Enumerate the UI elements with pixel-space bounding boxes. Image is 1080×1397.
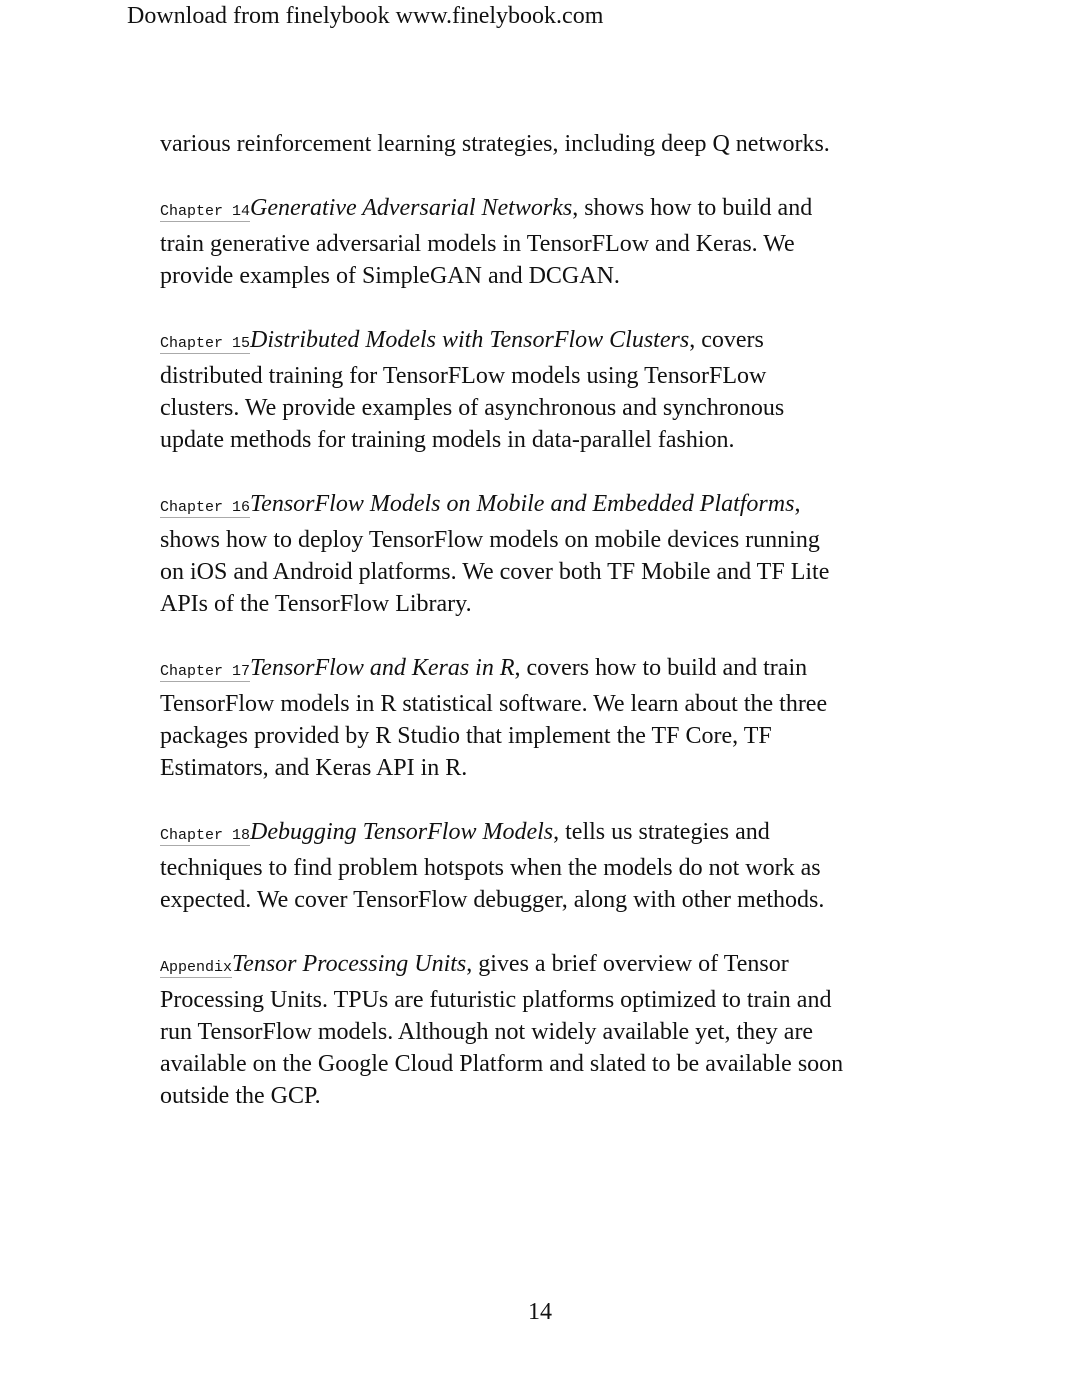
text-line: techniques to find problem hotspots when the models do not work as bbox=[160, 855, 821, 881]
text-line bbox=[160, 816, 940, 852]
text: , gives a brief overview of Tensor bbox=[466, 951, 789, 977]
text-line: packages provided by R Studio that implement the TF Core, TF bbox=[160, 723, 772, 749]
text-line bbox=[160, 324, 940, 360]
text-line bbox=[160, 192, 940, 228]
chapter-title: Distributed Models with TensorFlow Clusters bbox=[250, 327, 690, 353]
download-header: Download from finelybook www.finelybook.com bbox=[127, 3, 604, 29]
chapter-title: Tensor Processing Units bbox=[232, 951, 467, 977]
text-line: clusters. We provide examples of asynchronous and synchronous bbox=[160, 395, 785, 421]
text: , shows how to build and bbox=[572, 195, 813, 221]
text-line: outside the GCP. bbox=[160, 1083, 321, 1109]
text-line: on iOS and Android platforms. We cover both TF Mobile and TF Lite bbox=[160, 559, 830, 585]
text-line: various reinforcement learning strategies, including deep Q networks. bbox=[160, 131, 830, 157]
chapter-link[interactable]: Chapter 16 bbox=[160, 499, 251, 516]
chapter-link[interactable]: Appendix bbox=[160, 959, 233, 976]
text: , covers how to build and train bbox=[514, 655, 808, 681]
text-line: available on the Google Cloud Platform and slated to be available soon bbox=[160, 1051, 844, 1077]
text-line: run TensorFlow models. Although not widely available yet, they are bbox=[160, 1019, 814, 1045]
text-line bbox=[160, 948, 940, 984]
chapter-title: TensorFlow and Keras in R bbox=[250, 655, 515, 681]
chapter-link[interactable]: Chapter 14 bbox=[160, 203, 251, 220]
text-line: train generative adversarial models in TensorFLow and Keras. We bbox=[160, 231, 795, 257]
page-number: 14 bbox=[528, 1299, 552, 1325]
chapter-paragraph bbox=[160, 192, 940, 292]
chapter-paragraph bbox=[160, 488, 940, 620]
page-body bbox=[160, 128, 940, 1144]
chapter-paragraph bbox=[160, 324, 940, 456]
text: , covers bbox=[689, 327, 764, 353]
chapter-link[interactable]: Chapter 18 bbox=[160, 827, 251, 844]
text-line: expected. We cover TensorFlow debugger, along with other methods. bbox=[160, 887, 825, 913]
text-line: APIs of the TensorFlow Library. bbox=[160, 591, 472, 617]
text-line bbox=[160, 488, 940, 524]
text-line: Processing Units. TPUs are futuristic platforms optimized to train and bbox=[160, 987, 832, 1013]
chapter-link[interactable]: Chapter 17 bbox=[160, 663, 251, 680]
text-line: TensorFlow models in R statistical software. We learn about the three bbox=[160, 691, 828, 717]
chapter-paragraph bbox=[160, 652, 940, 784]
text-line: distributed training for TensorFLow models using TensorFLow bbox=[160, 363, 767, 389]
chapter-title: Debugging TensorFlow Models bbox=[250, 819, 554, 845]
chapter-paragraph bbox=[160, 948, 940, 1112]
chapter-paragraph bbox=[160, 816, 940, 916]
text-line: update methods for training models in data-parallel fashion. bbox=[160, 427, 735, 453]
text-line: shows how to deploy TensorFlow models on mobile devices running bbox=[160, 527, 820, 553]
text-line bbox=[160, 652, 940, 688]
text-line: Estimators, and Keras API in R. bbox=[160, 755, 468, 781]
chapter-link[interactable]: Chapter 15 bbox=[160, 335, 251, 352]
chapter-title: Generative Adversarial Networks bbox=[250, 195, 573, 221]
text: , tells us strategies and bbox=[553, 819, 770, 845]
text-line: provide examples of SimpleGAN and DCGAN. bbox=[160, 263, 620, 289]
chapter-title: TensorFlow Models on Mobile and Embedded Platforms bbox=[250, 491, 795, 517]
intro-paragraph bbox=[160, 128, 940, 160]
text: , bbox=[794, 491, 801, 517]
